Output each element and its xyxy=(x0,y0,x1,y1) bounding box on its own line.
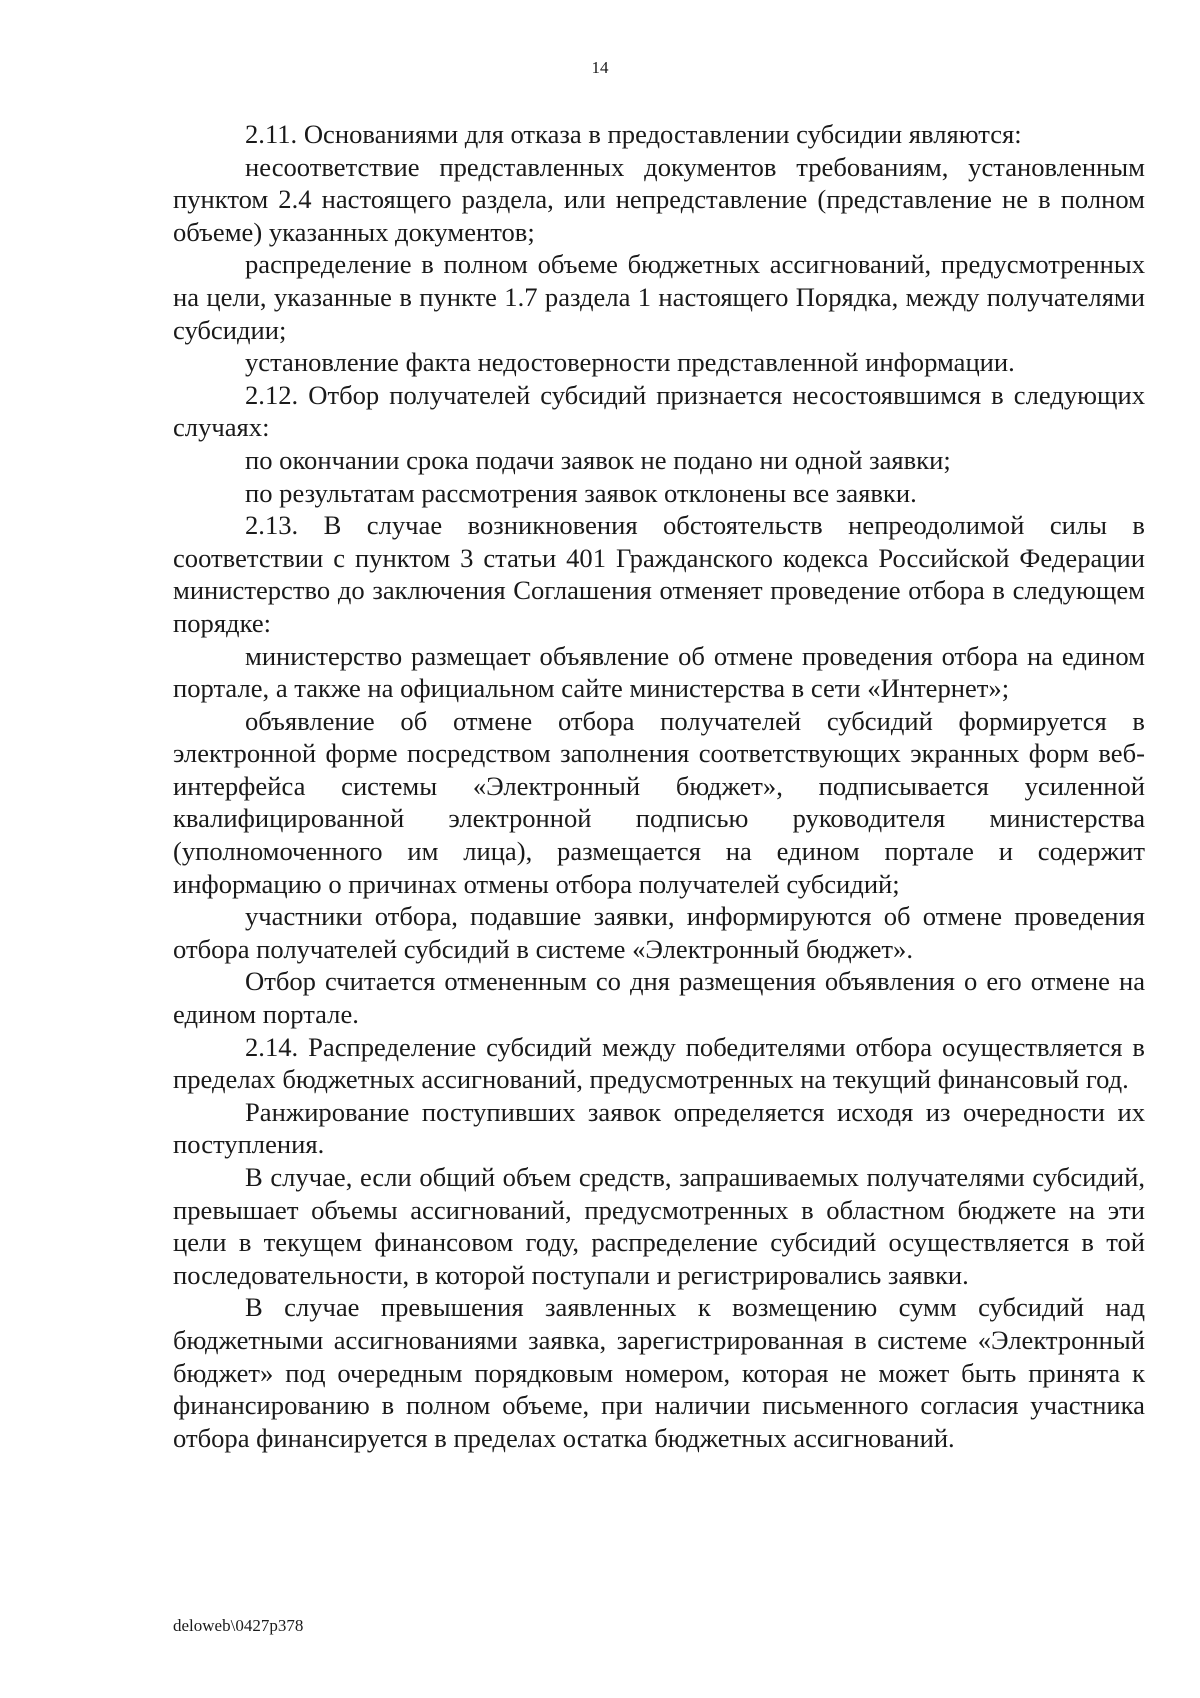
paragraph-excess-volume: В случае, если общий объем средств, запрашиваемых получателями субсидий, превышает объемы ассигнований, предусмотренных в областном бюджете на эти цели в текущем финансовом году, распределение субсидий осуществляется в той последовательности, в которой поступали и регистрировались заявки. xyxy=(173,1162,1145,1290)
paragraph-announcement-posting: министерство размещает объявление об отмене проведения отбора на едином портале, а также на официальном сайте министерства в сети «Интернет»; xyxy=(173,640,1145,704)
paragraph-participants-informed: участники отбора, подавшие заявки, информируются об отмене проведения отбора получателей субсидий в системе «Электронный бюджет». xyxy=(173,901,1145,964)
paragraph-announcement-form: объявление об отмене отбора получателей субсидий формируется в электронной форме посредством заполнения соответствующих экранных форм веб-интерфейса системы «Электронный бюджет», подписывается усиленной квалифицированной электронной подписью руководителя министерства (уполномоченного им лица), размещается на едином портале и содержит информацию о причинах отмены отбора получателей субсидий; xyxy=(173,705,1145,899)
paragraph-2-12: 2.12. Отбор получателей субсидий признается несостоявшимся в следующих случаях: xyxy=(173,379,1145,443)
paragraph-excess-amounts: В случае превышения заявленных к возмещению сумм субсидий над бюджетными ассигнованиями заявка, зарегистрированная в системе «Электронный бюджет» под очередным порядковым номером, которая не может быть принята к финансированию в полном объеме, при наличии письменного согласия участника отбора финансируется в пределах остатка бюджетных ассигнований. xyxy=(173,1292,1145,1453)
paragraph-reason-false-info: установление факта недостоверности представленной информации. xyxy=(245,347,1015,378)
paragraph-2-11: 2.11. Основаниями для отказа в предоставлении субсидии являются: xyxy=(245,119,1022,149)
paragraph-no-applications: по окончании срока подачи заявок не подано ни одной заявки; xyxy=(245,444,951,475)
paragraph-reason-nonconformity: несоответствие представленных документов требованиям, установленным пунктом 2.4 настоящего раздела, или непредставление (представление не в полном объеме) указанных документов; xyxy=(173,151,1145,247)
document-body xyxy=(173,118,1145,1454)
document-footer-code: deloweb\0427p378 xyxy=(173,1616,304,1635)
paragraph-all-rejected: по результатам рассмотрения заявок отклонены все заявки. xyxy=(245,477,917,508)
paragraph-2-14: 2.14. Распределение субсидий между победителями отбора осуществляется в пределах бюджетных ассигнований, предусмотренных на текущий финансовый год. xyxy=(173,1031,1145,1095)
paragraph-ranking: Ранжирование поступивших заявок определяется исходя из очередности их поступления. xyxy=(173,1096,1145,1160)
page-number: 14 xyxy=(591,58,609,77)
paragraph-cancellation-date: Отбор считается отмененным со дня размещения объявления о его отмене на едином портале. xyxy=(173,966,1145,1030)
paragraph-reason-budget-distributed: распределение в полном объеме бюджетных ассигнований, предусмотренных на цели, указанные в пункте 1.7 раздела 1 настоящего Порядка, между получателями субсидии; xyxy=(173,249,1145,345)
paragraph-2-13: 2.13. В случае возникновения обстоятельств непреодолимой силы в соответствии с пунктом 3 статьи 401 Гражданского кодекса Российской Федерации министерство до заключения Соглашения отменяет проведение отбора в следующем порядке: xyxy=(173,510,1145,638)
